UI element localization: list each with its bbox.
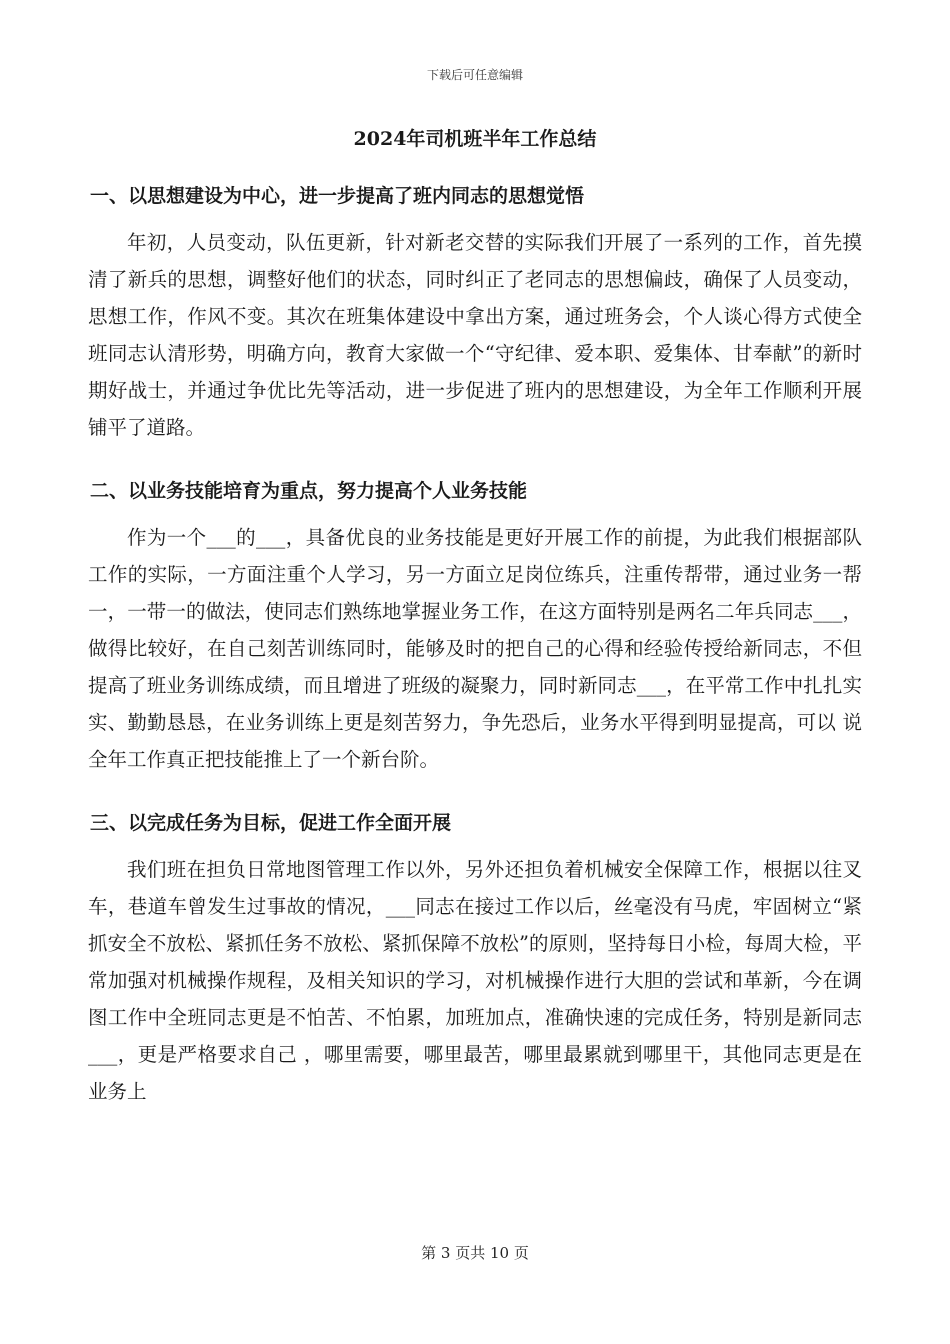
section-2 bbox=[88, 471, 862, 778]
section-heading: 三、以完成任务为目标，促进工作全面开展 bbox=[90, 812, 452, 834]
section-3 bbox=[88, 803, 862, 1110]
header-note: 下载后可任意编辑 bbox=[426, 68, 523, 82]
page-number: 第 3 页共 10 页 bbox=[421, 1244, 529, 1262]
section-paragraph: 年初，人员变动，队伍更新，针对新老交替的实际我们开展了一系列的工作，首先摸清了新兵的思想，调整好他们的状态，同时纠正了老同志的思想偏歧，确保了人员变动，思想工作，作风不变。其次在班集体建设中拿出方案，通过班务会，个人谈心得方式使全班同志认清形势，明确方向，教育大家做一个“守纪律、爱本职、爱集体、甘奉献”的新时期好战士，并通过争优比先等活动，进一步促进了班内的思想建设，为全年工作顺利开展铺平了道路。 bbox=[88, 231, 862, 439]
section-heading: 二、以业务技能培育为重点，努力提高个人业务技能 bbox=[90, 480, 528, 502]
document-body bbox=[88, 176, 862, 1110]
section-paragraph: 我们班在担负日常地图管理工作以外，另外还担负着机械安全保障工作，根据以往叉车，巷道车曾发生过事故的情况，___同志在接过工作以后，丝毫没有马虎，牢固树立“紧抓安全不放松、紧抓任务不放松、紧抓保障不放松”的原则，坚持每日小检，每周大检，平常加强对机械操作规程，及相关知识的学习，对机械操作进行大胆的尝试和革新，今在调图工作中全班同志更是不怕苦、不怕累，加班加点，准确快速的完成任务，特别是新同志___，更是严格要求自己 ，哪里需要，哪里最苦，哪里最累就到哪里干，其他同志更是在业务上 bbox=[88, 858, 862, 1103]
section-heading: 一、以思想建设为中心，进一步提高了班内同志的思想觉悟 bbox=[90, 185, 585, 207]
section-1 bbox=[88, 176, 862, 446]
section-paragraph: 作为一个___的___，具备优良的业务技能是更好开展工作的前提，为此我们根据部队工作的实际，一方面注重个人学习，另一方面立足岗位练兵，注重传帮带，通过业务一帮一，一带一的做法，使同志们熟练地掌握业务工作，在这方面特别是两名二年兵同志___，做得比较好，在自己刻苦训练同时，能够及时的把自己的心得和经验传授给新同志，不但提高了班业务训练成绩，而且增进了班级的凝聚力，同时新同志___，在平常工作中扎扎实实、勤勤恳恳，在业务训练上更是刻苦努力，争先恐后，业务水平得到明显提高，可以 说全年工作真正把技能推上了一个新台阶。 bbox=[88, 526, 862, 771]
document-title: 2024年司机班半年工作总结 bbox=[353, 128, 597, 150]
